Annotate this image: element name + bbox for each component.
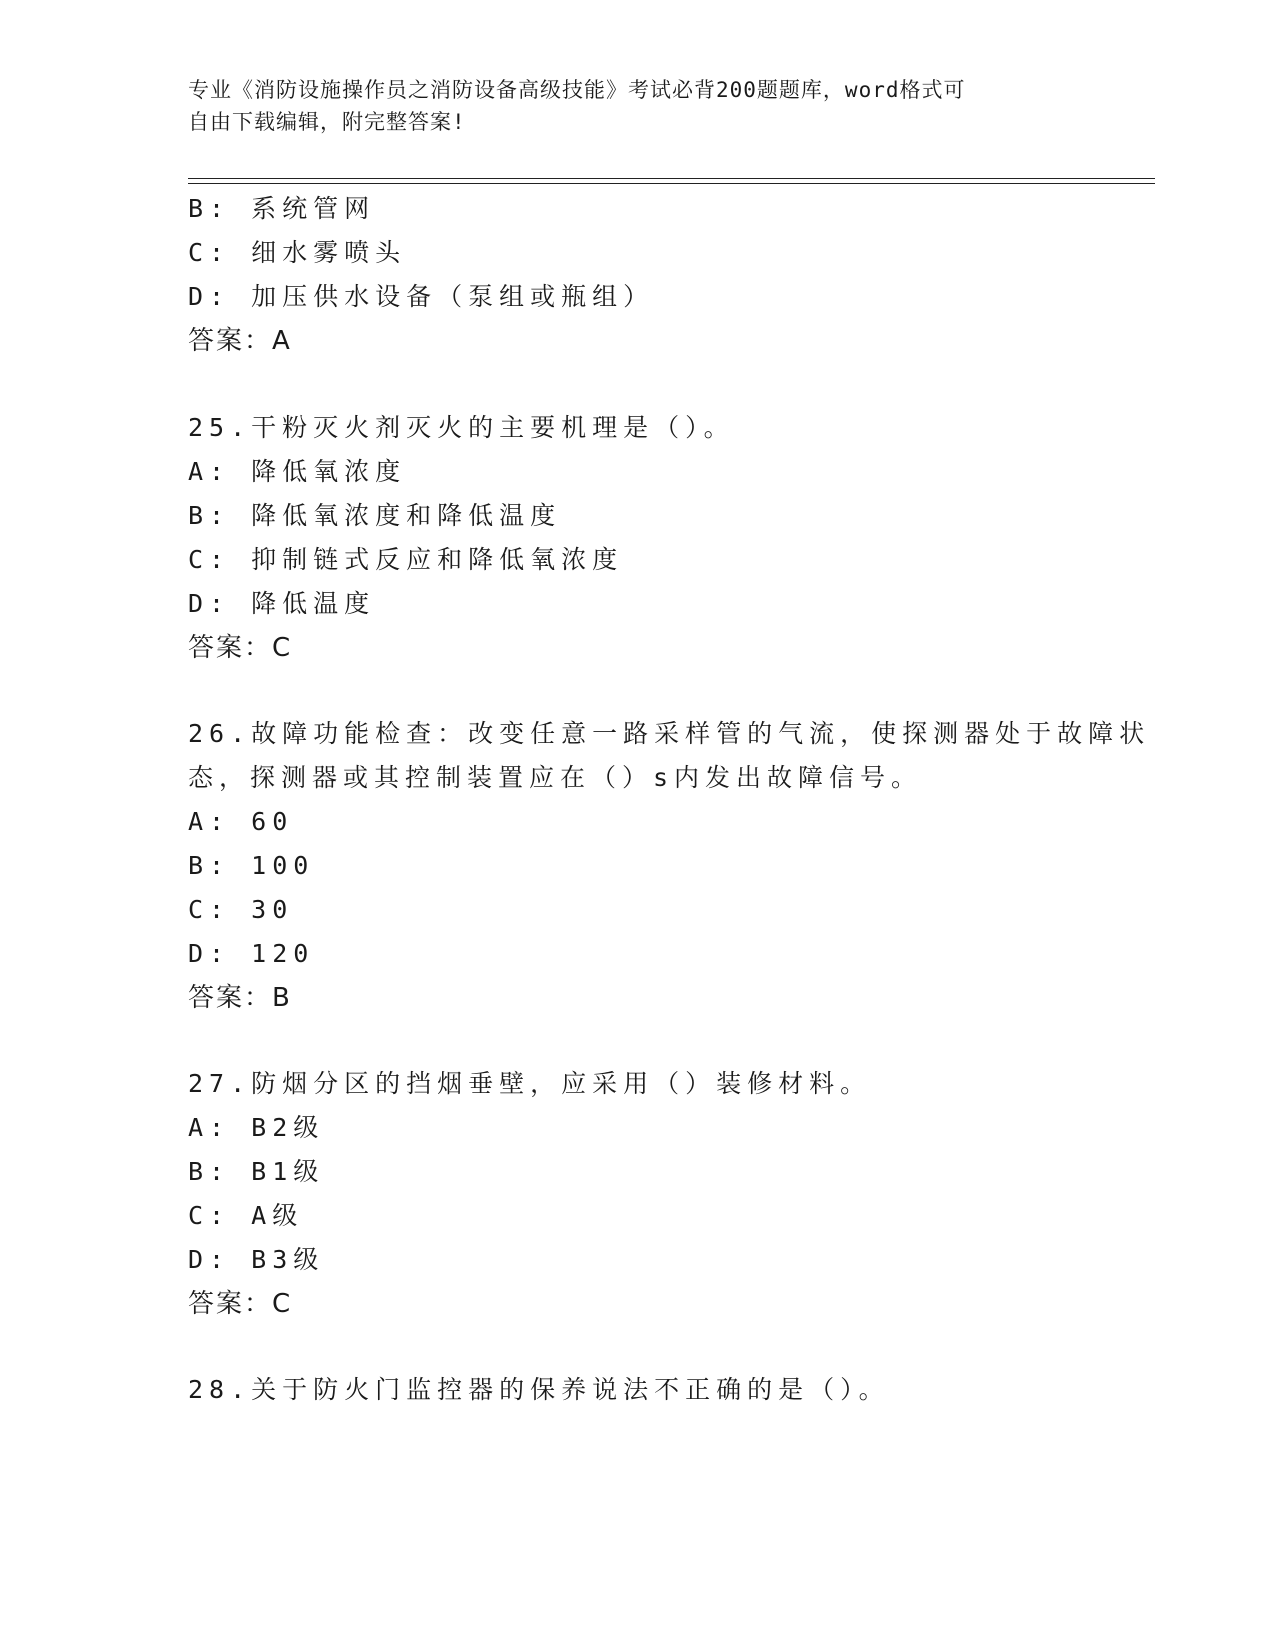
header-divider-top xyxy=(188,178,1155,179)
answer-line: 答案：A xyxy=(188,326,292,356)
option-b: B: B1级 xyxy=(188,1157,325,1186)
option-a: A: 60 xyxy=(188,807,294,836)
option-b: B: 系统管网 xyxy=(188,194,376,223)
option-c: C: 抑制链式反应和降低氧浓度 xyxy=(188,545,624,574)
answer-line: 答案：C xyxy=(188,633,293,663)
question-28: 28.关于防火门监控器的保养说法不正确的是（）。 xyxy=(188,1375,890,1404)
answer-line: 答案：B xyxy=(188,983,292,1013)
question-26-line-1: 26.故障功能检查：改变任意一路采样管的气流，使探测器处于故障状 xyxy=(188,719,1151,748)
header-line-1: 专业《消防设施操作员之消防设备高级技能》考试必背200题题库，word格式可 xyxy=(188,78,966,102)
header-line-2: 自由下载编辑，附完整答案! xyxy=(188,110,466,134)
option-d: D: 降低温度 xyxy=(188,589,376,618)
option-c: C: 细水雾喷头 xyxy=(188,238,407,267)
option-d: D: 加压供水设备（泵组或瓶组） xyxy=(188,282,655,311)
option-a: A: 降低氧浓度 xyxy=(188,457,407,486)
option-b: B: 降低氧浓度和降低温度 xyxy=(188,501,562,530)
option-a: A: B2级 xyxy=(188,1113,325,1142)
option-c: C: 30 xyxy=(188,895,294,924)
option-c: C: A级 xyxy=(188,1201,304,1230)
header-divider-bottom xyxy=(188,183,1155,184)
answer-line: 答案：C xyxy=(188,1289,293,1319)
option-d: D: 120 xyxy=(188,939,315,968)
question-26-line-2: 态，探测器或其控制装置应在（）s内发出故障信号。 xyxy=(188,763,923,792)
document-header xyxy=(188,74,1068,138)
question-25: 25.干粉灭火剂灭火的主要机理是（）。 xyxy=(188,413,735,442)
option-b: B: 100 xyxy=(188,851,315,880)
option-d: D: B3级 xyxy=(188,1245,325,1274)
question-27: 27.防烟分区的挡烟垂壁，应采用（）装修材料。 xyxy=(188,1069,872,1098)
